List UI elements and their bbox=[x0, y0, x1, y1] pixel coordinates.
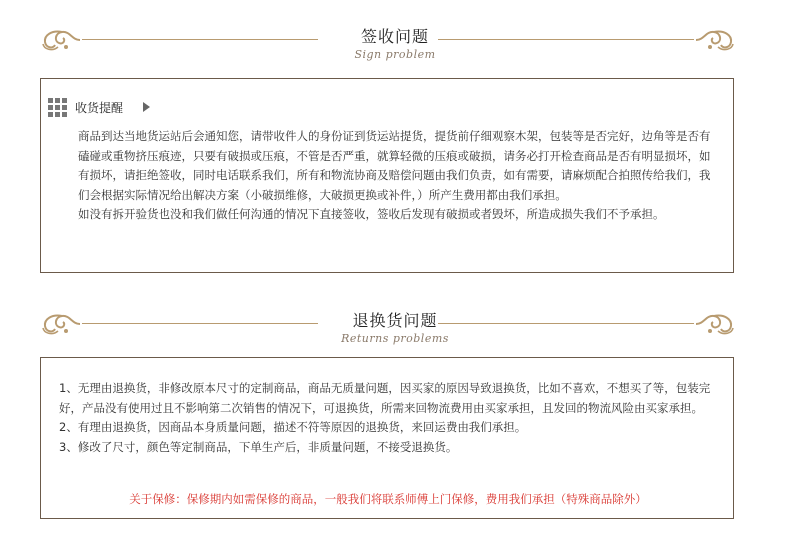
sign-paragraph: 商品到达当地货运站后会通知您，请带收件人的身份证到货运站提货，提货前仔细观察木架，包装等是否完好，边角等是否有磕碰或重物挤压痕迹，只要有破损或压痕，不管是否严重，就算轻微的压痕或破损，请务必打开检查商品是否有明显损坏，如有损坏，请拒绝签收，同时电话联系我们，所有和物流协商及赔偿问题由我们负责，如有需要，请麻烦配合拍照传给我们，我们会根据实际情况给出解决方案（小破损维修，大破损更换或补件，）所产生费用都由我们承担。 bbox=[78, 129, 711, 202]
return-info-box bbox=[40, 357, 734, 519]
return-item: 2、有理由退换货，因商品本身质量问题，描述不符等原因的退换货，来回运费由我们承担。 bbox=[59, 420, 527, 434]
sign-info-box bbox=[40, 78, 734, 273]
repair-note: 关于保修：保修期内如需保修的商品，一般我们将联系师傅上门保修，费用我们承担（特殊商品除外） bbox=[129, 492, 647, 506]
receipt-reminder-label: 收货提醒 bbox=[75, 101, 124, 115]
header-rule-right bbox=[438, 39, 694, 40]
return-item: 1、无理由退换货，非修改原本尺寸的定制商品，商品无质量问题，因买家的原因导致退换货，比如不喜欢，不想买了等，包装完好，产品没有使用过且不影响第二次销售的情况下，可退换货，所需来回物流费用由买家承担，且发回的物流风险由买家承担。 bbox=[59, 381, 711, 415]
return-section-subtitle: Returns problems bbox=[341, 332, 449, 345]
grid-icon bbox=[48, 98, 68, 118]
flourish-right-icon bbox=[692, 27, 736, 53]
sign-info-text bbox=[78, 127, 718, 225]
header-rule-right bbox=[438, 323, 694, 324]
return-info-text bbox=[59, 379, 727, 457]
flourish-right-icon bbox=[692, 311, 736, 337]
sign-section-subtitle: Sign problem bbox=[354, 48, 436, 61]
sign-paragraph: 如没有拆开验货也没和我们做任何沟通的情况下直接签收，签收后发现有破损或者毁坏，所造成损失我们不予承担。 bbox=[78, 207, 665, 221]
sign-section-title: 签收问题 bbox=[360, 27, 429, 46]
sign-section-header bbox=[0, 22, 790, 72]
return-section-title: 退换货问题 bbox=[352, 311, 438, 330]
arrow-right-icon bbox=[143, 102, 150, 112]
return-section-header bbox=[0, 306, 790, 356]
return-item: 3、修改了尺寸，颜色等定制商品，下单生产后，非质量问题，不接受退换货。 bbox=[59, 439, 458, 454]
